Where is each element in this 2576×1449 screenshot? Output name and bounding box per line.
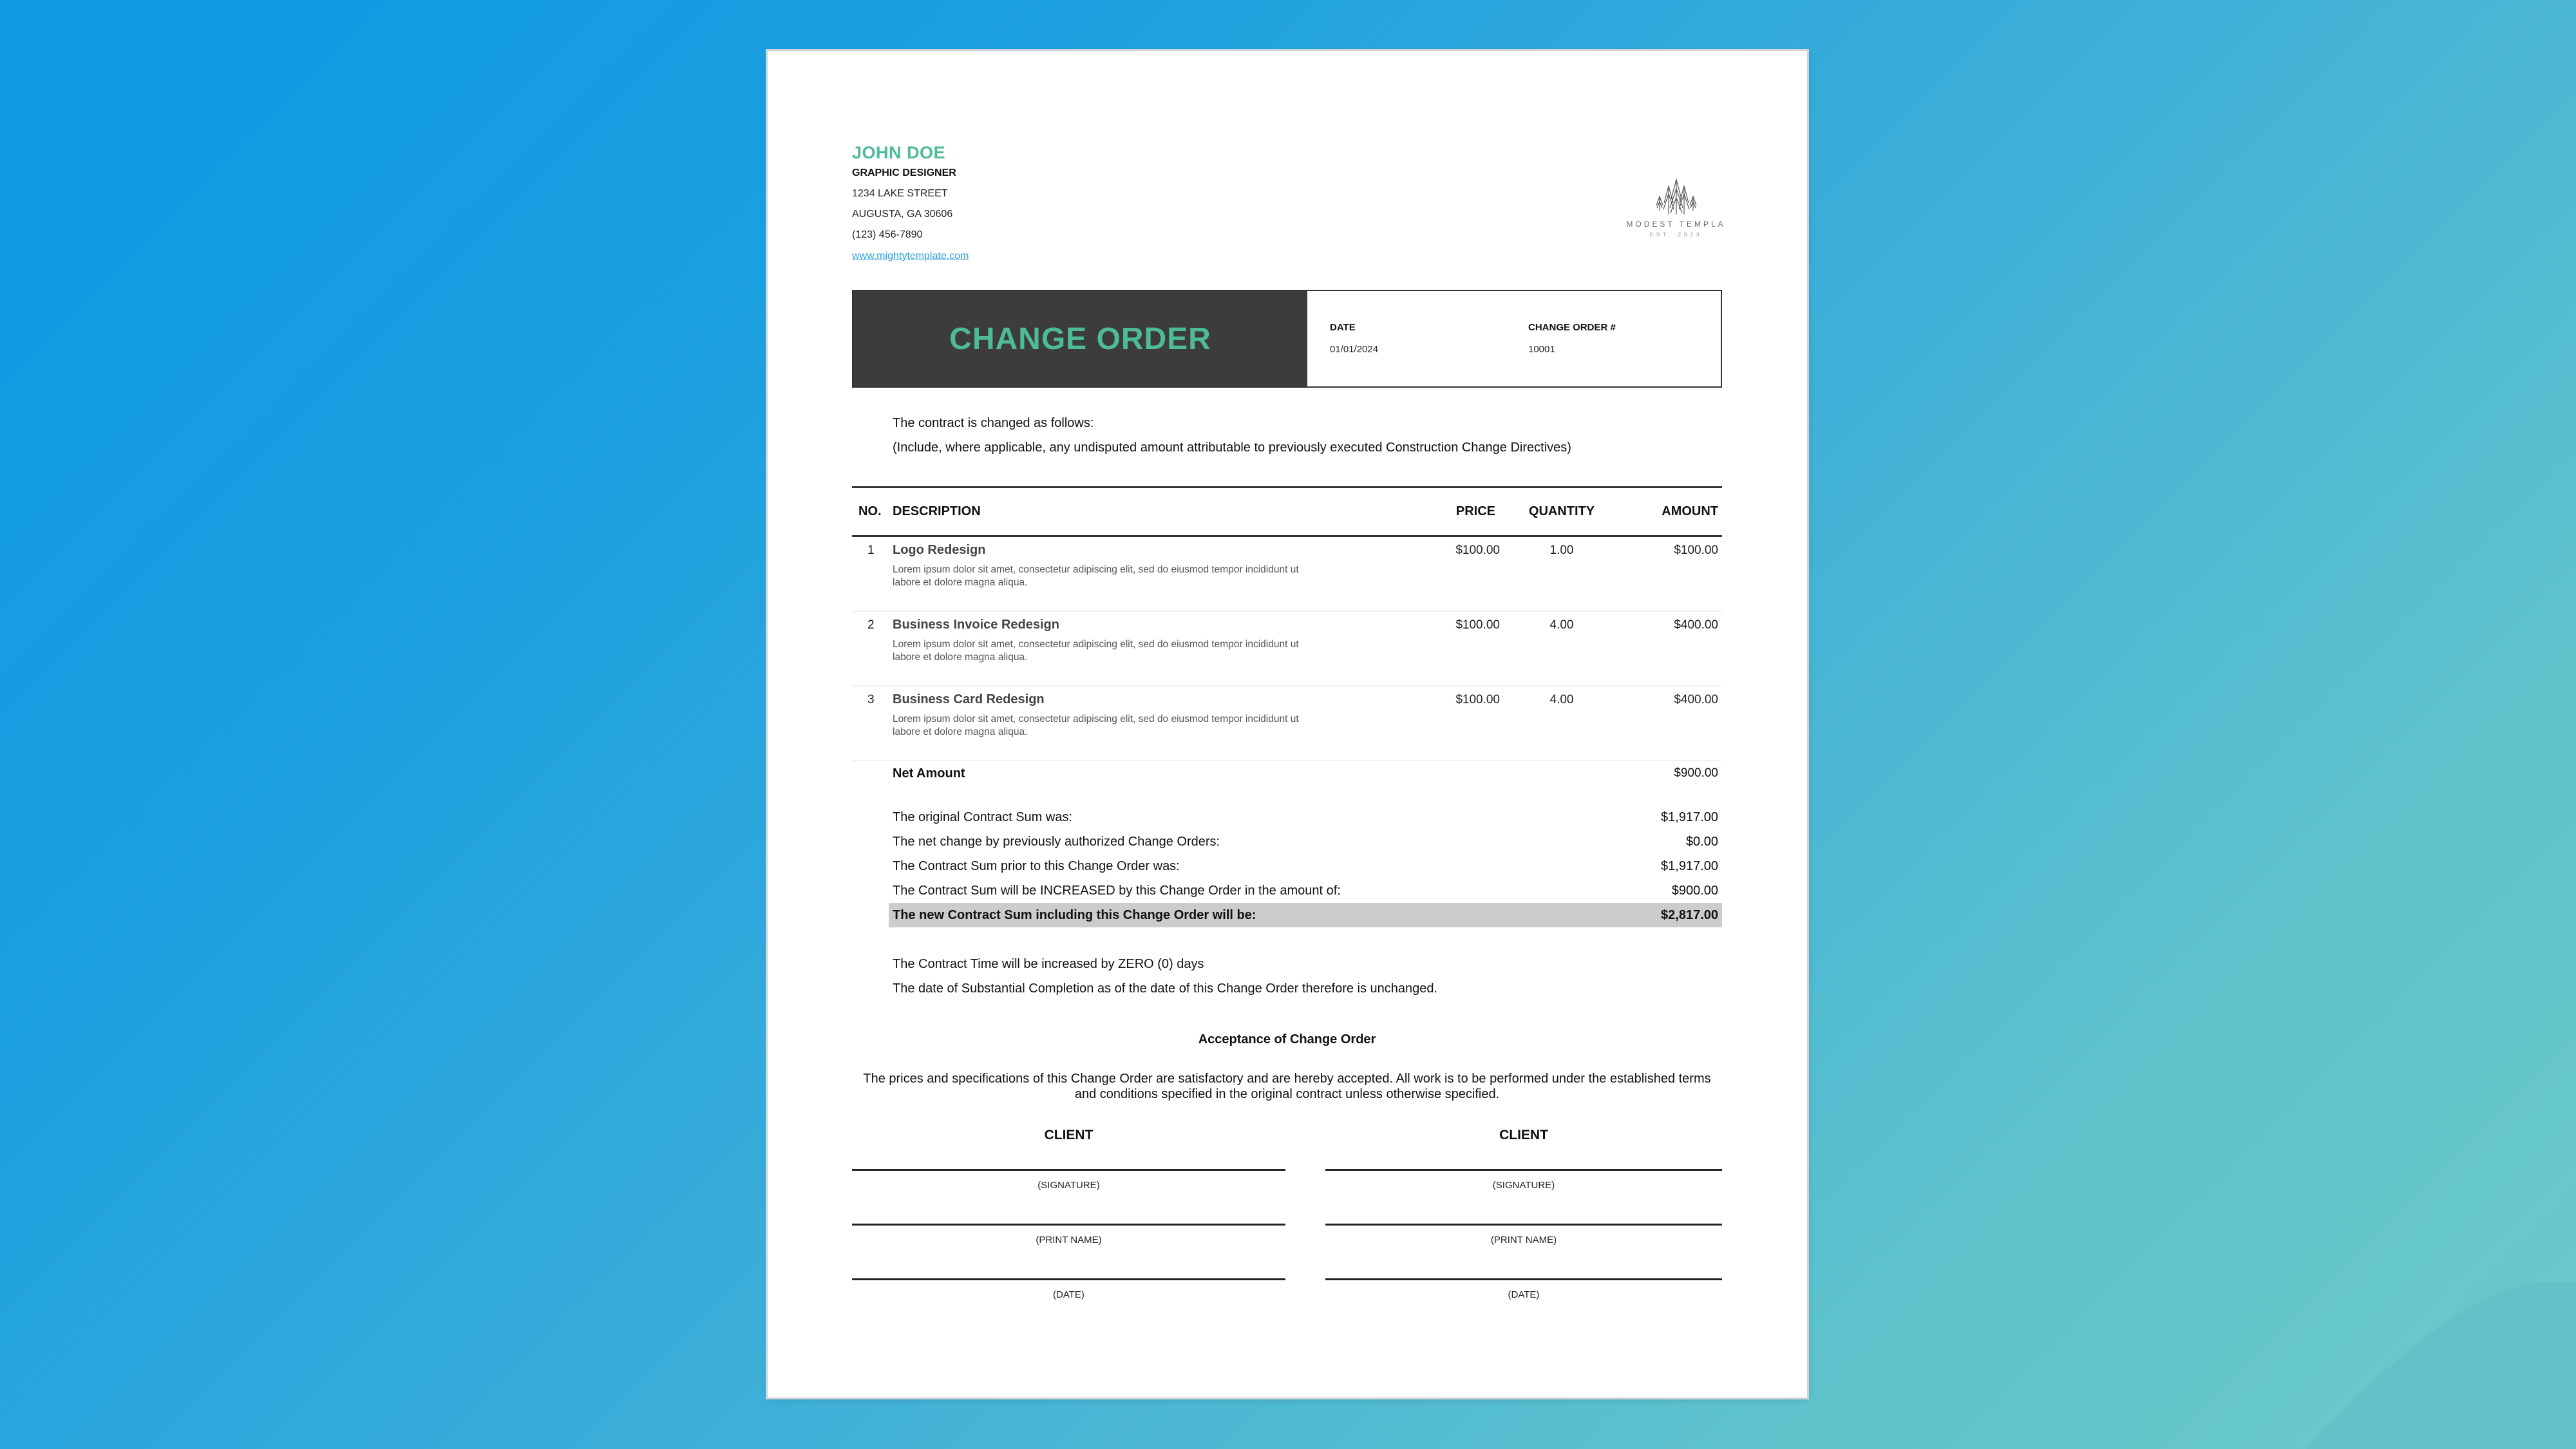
sender-name: JOHN DOE	[852, 143, 946, 162]
signature-caption: (SIGNATURE)	[1492, 1180, 1555, 1191]
row-amount: $400.00	[1674, 618, 1718, 632]
contract-time-note: The Contract Time will be increased by ZERO (0) days	[893, 957, 1204, 971]
summary-label: The original Contract Sum was:	[893, 810, 1073, 824]
summary-total-label: The new Contract Sum including this Change Order will be:	[893, 908, 1256, 922]
document-title: CHANGE ORDER	[949, 321, 1211, 356]
summary-label: The net change by previously authorized Change Orders:	[893, 835, 1220, 849]
order-meta	[1307, 291, 1721, 386]
row-price: $100.00	[1455, 618, 1500, 632]
acceptance-heading: Acceptance of Change Order	[1198, 1032, 1376, 1046]
sender-phone: (123) 456-7890	[852, 229, 923, 240]
pine-trees-icon	[1651, 177, 1702, 217]
signature-heading: CLIENT	[1499, 1128, 1548, 1142]
row-quantity: 1.00	[1549, 544, 1574, 557]
row-quantity: 4.00	[1549, 693, 1574, 706]
summary-row	[893, 805, 1722, 829]
summary-value: $1,917.00	[1661, 859, 1718, 873]
acceptance-text: The prices and specifications of this Change Order are satisfactory and are hereby accepted. All work is to be performed under the established terms and conditions specified in the original contract unless otherwise specified.	[863, 1072, 1711, 1101]
row-title: Business Invoice Redesign	[893, 618, 1059, 632]
date-label: DATE	[1330, 322, 1356, 333]
print-name-line[interactable]	[852, 1224, 1285, 1226]
table-row	[852, 612, 1722, 687]
signature-line[interactable]	[852, 1169, 1285, 1171]
sender-street: 1234 LAKE STREET	[852, 188, 948, 199]
row-amount: $100.00	[1674, 544, 1718, 557]
logo-est-text: EST. 2023	[1649, 232, 1703, 238]
completion-date-note: The date of Substantial Completion as of the date of this Change Order therefore is unchanged.	[893, 981, 1438, 996]
summary-label: The Contract Sum prior to this Change Order was:	[893, 859, 1180, 873]
order-number-value: 10001	[1528, 344, 1555, 355]
date-line[interactable]	[1325, 1278, 1722, 1280]
row-description: Lorem ipsum dolor sit amet, consectetur adipiscing elit, sed do eiusmod tempor incididunt ut labore et dolore magna aliqua.	[893, 639, 1299, 663]
row-number: 3	[867, 693, 875, 706]
header-quantity: QUANTITY	[1528, 504, 1595, 518]
row-price: $100.00	[1455, 693, 1500, 706]
title-block	[853, 291, 1307, 386]
row-title: Business Card Redesign	[893, 692, 1045, 706]
header-price: PRICE	[1455, 504, 1495, 518]
summary-row	[893, 829, 1722, 854]
sender-website-link[interactable]: www.mightytemplate.com	[852, 251, 969, 261]
date-line[interactable]	[852, 1278, 1285, 1280]
date-value: 01/01/2024	[1330, 344, 1379, 355]
header-amount: AMOUNT	[1662, 504, 1718, 518]
header-no: NO.	[858, 504, 882, 518]
print-name-line[interactable]	[1325, 1224, 1722, 1226]
print-name-caption: (PRINT NAME)	[1490, 1235, 1557, 1245]
net-amount-row	[852, 761, 1722, 797]
intro-line-2: (Include, where applicable, any undisputed amount attributable to previously executed Construction Change Directives)	[893, 440, 1571, 455]
summary-value: $1,917.00	[1661, 810, 1718, 824]
summary-total-row	[889, 903, 1722, 927]
background-wave-shape	[2306, 1236, 2576, 1449]
summary-value: $900.00	[1671, 884, 1718, 898]
summary-row	[893, 878, 1722, 903]
summary-label: The Contract Sum will be INCREASED by this Change Order in the amount of:	[893, 884, 1341, 898]
signature-line[interactable]	[1325, 1169, 1722, 1171]
row-number: 1	[867, 544, 875, 557]
row-description: Lorem ipsum dolor sit amet, consectetur adipiscing elit, sed do eiusmod tempor incididunt ut labore et dolore magna aliqua.	[893, 714, 1299, 737]
company-logo	[1626, 177, 1726, 248]
order-number-label: CHANGE ORDER #	[1528, 322, 1616, 333]
line-items-table	[852, 486, 1722, 797]
row-quantity: 4.00	[1549, 618, 1574, 632]
print-name-caption: (PRINT NAME)	[1036, 1235, 1102, 1245]
signature-heading: CLIENT	[1044, 1128, 1094, 1142]
table-row	[852, 537, 1722, 612]
summary-total-value: $2,817.00	[1661, 908, 1718, 922]
contract-summary	[893, 805, 1722, 927]
date-caption: (DATE)	[1053, 1289, 1084, 1300]
net-amount-label: Net Amount	[893, 766, 965, 781]
sender-city: AUGUSTA, GA 30606	[852, 209, 953, 220]
table-row	[852, 687, 1722, 761]
summary-value: $0.00	[1685, 835, 1718, 849]
table-header	[852, 488, 1722, 535]
row-title: Logo Redesign	[893, 543, 986, 557]
row-price: $100.00	[1455, 544, 1500, 557]
date-caption: (DATE)	[1508, 1289, 1540, 1300]
intro-line-1: The contract is changed as follows:	[893, 416, 1094, 430]
row-description: Lorem ipsum dolor sit amet, consectetur adipiscing elit, sed do eiusmod tempor incididunt ut labore et dolore magna aliqua.	[893, 564, 1299, 588]
row-amount: $400.00	[1674, 693, 1718, 706]
signature-block-right	[1325, 1128, 1722, 1300]
title-band	[852, 290, 1722, 388]
net-amount-value: $900.00	[1674, 766, 1718, 780]
summary-row	[893, 854, 1722, 878]
signature-caption: (SIGNATURE)	[1037, 1180, 1100, 1191]
sender-title: GRAPHIC DESIGNER	[852, 167, 956, 178]
document-page	[768, 51, 1807, 1397]
row-number: 2	[867, 618, 875, 632]
signature-block-left	[852, 1128, 1285, 1300]
logo-brand-text: MODEST TEMPLA	[1626, 220, 1726, 229]
header-description: DESCRIPTION	[893, 504, 981, 518]
